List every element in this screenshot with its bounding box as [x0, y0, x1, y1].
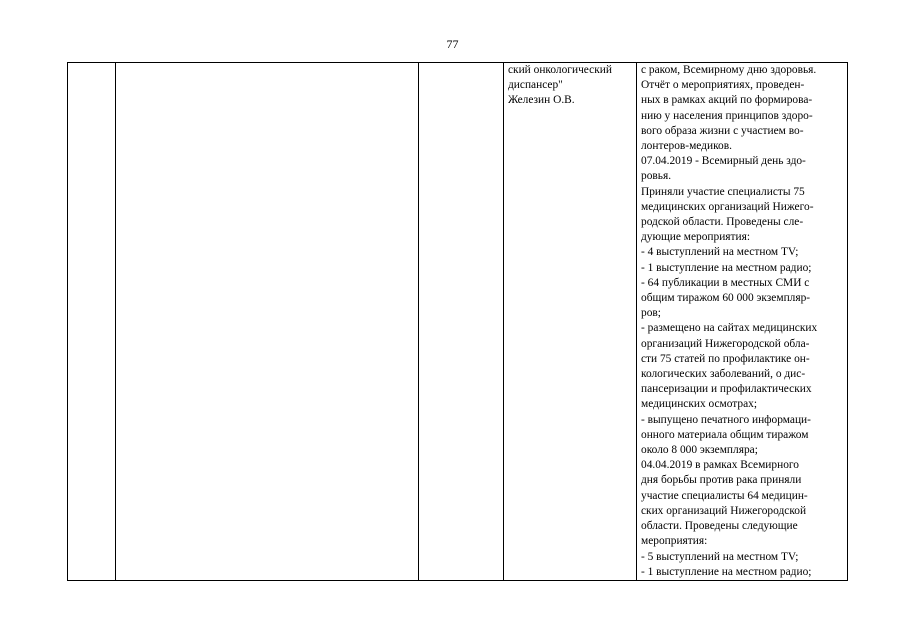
text-line: 04.04.2019 в рамках Всемирного [641, 459, 799, 472]
text-line: медицинских осмотрах; [641, 398, 758, 411]
text-line: мероприятия: [641, 535, 708, 548]
text-line: - размещено на сайтах медицинских [641, 322, 818, 335]
text-line: диспансер" [508, 79, 563, 92]
text-line: участие специалисты 64 медицин- [641, 489, 808, 502]
text-line: пансеризации и профилактических [641, 383, 812, 396]
text-line: области. Проведены следующие [641, 520, 798, 533]
text-line: Отчёт о мероприятиях, проведен- [641, 79, 805, 92]
table-cell-responsible [504, 63, 637, 581]
text-line: сти 75 статей по профилактике он- [641, 352, 810, 365]
text-line: - выпущено печатного информаци- [641, 413, 811, 426]
page-number: 77 [446, 37, 459, 51]
text-line: Железин О.В. [508, 94, 575, 107]
text-line: - 1 выступление на местном радио; [641, 261, 812, 274]
report-table [67, 62, 848, 581]
text-line: онного материала общим тиражом [641, 428, 809, 441]
text-line: ных в рамках акций по формирова- [641, 94, 813, 107]
text-line: нию у населения принципов здоро- [641, 109, 813, 122]
table-cell-deadline [419, 63, 504, 581]
table-cell-index [68, 63, 116, 581]
text-line: ров; [641, 307, 661, 320]
text-line: - 1 выступление на местном радио; [641, 565, 812, 578]
text-line: Приняли участие специалисты 75 [641, 185, 805, 198]
text-line: 07.04.2019 - Всемирный день здо- [641, 155, 806, 168]
text-line: общим тиражом 60 000 экземпляр- [641, 292, 811, 305]
text-line: ский онкологический [508, 64, 612, 76]
text-line: - 5 выступлений на местном TV; [641, 550, 799, 563]
text-line: вого образа жизни с участием во- [641, 124, 804, 137]
table-cell-activity [116, 63, 419, 581]
text-line: дующие мероприятия: [641, 231, 751, 244]
text-line: организаций Нижегородской обла- [641, 337, 810, 350]
text-line: с раком, Всемирному дню здоровья. [641, 64, 817, 76]
text-line: - 4 выступлений на местном TV; [641, 246, 799, 259]
table-cell-report [637, 63, 848, 581]
text-line: медицинских организаций Нижего- [641, 200, 814, 213]
text-line: лонтеров-медиков. [641, 140, 732, 153]
text-line: кологических заболеваний, о дис- [641, 368, 806, 381]
text-line: дня борьбы против рака приняли [641, 474, 802, 487]
text-line: родской области. Проведены сле- [641, 216, 804, 229]
text-line: ровья. [641, 170, 672, 183]
text-line: около 8 000 экземпляра; [641, 444, 758, 457]
text-line: - 64 публикации в местных СМИ с [641, 276, 810, 289]
table-row [68, 63, 848, 581]
text-line: ских организаций Нижегородской [641, 504, 807, 517]
